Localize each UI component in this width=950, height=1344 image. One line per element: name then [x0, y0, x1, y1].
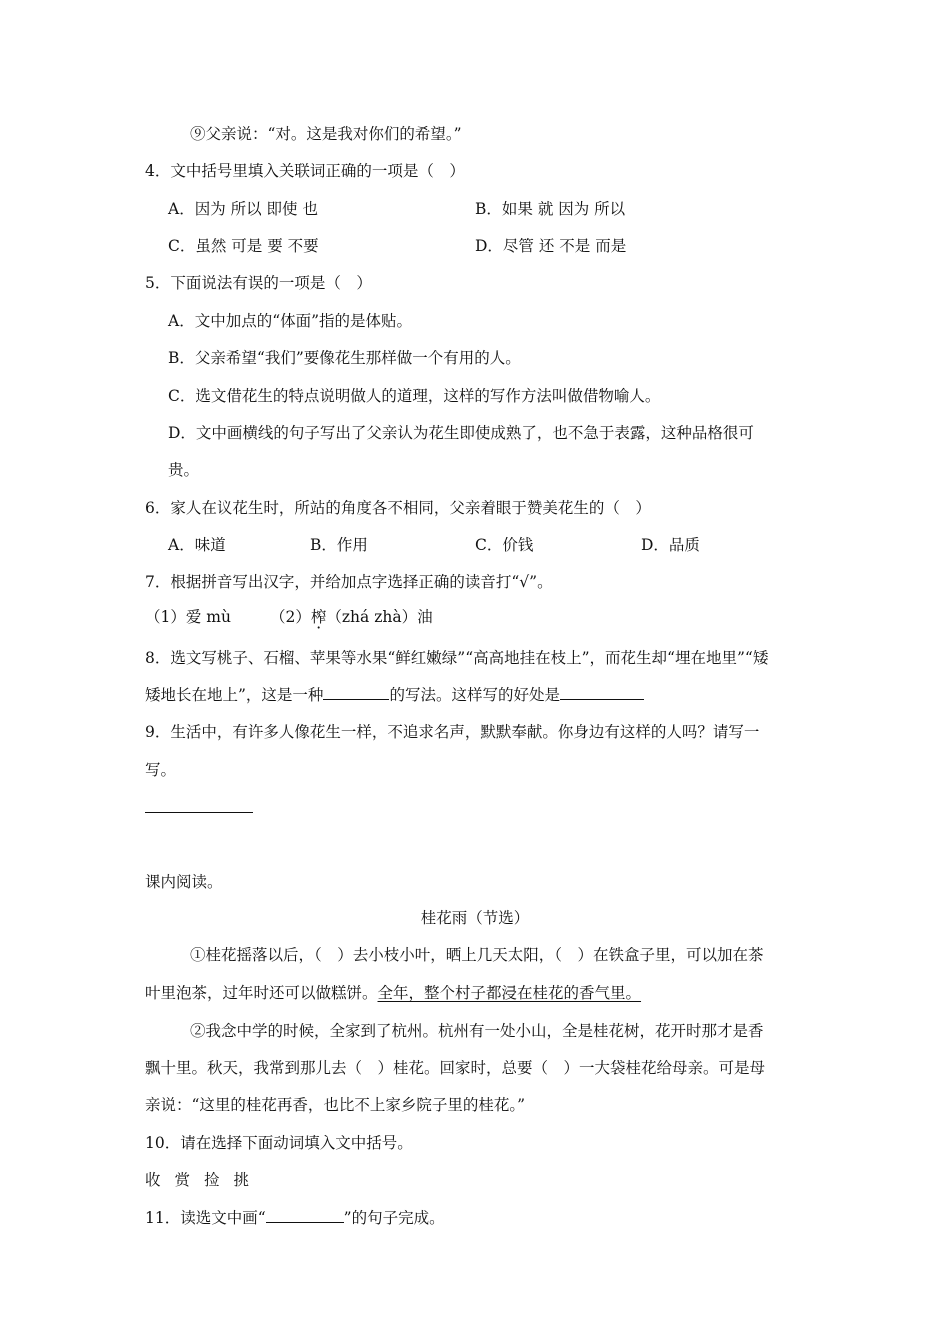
question-11-stem: [145, 1208, 445, 1228]
q5-option-a[interactable]: A．文中加点的“体面”指的是体贴。: [168, 312, 413, 330]
word-1[interactable]: 收: [145, 1171, 161, 1189]
paragraph-1-line-1: ①桂花摇落以后，（ ）去小枝小叶，晒上几天太阳，（ ）在铁盒子里，可以加在茶: [190, 946, 764, 964]
q8-text-a: 矮地长在地上”，这是一种: [145, 686, 324, 704]
question-5-stem: 5．下面说法有误的一项是（ ）: [145, 274, 372, 292]
question-8-line-2: [145, 685, 644, 705]
question-4-stem: 4．文中括号里填入关联词正确的一项是（ ）: [145, 162, 465, 180]
q7-item-2-prefix: （2）: [270, 608, 311, 626]
q6-option-c[interactable]: C．价钱: [475, 536, 534, 554]
paragraph-9: ⑨父亲说：“对。这是我对你们的希望。”: [190, 125, 462, 143]
q8-blank-2[interactable]: [560, 685, 644, 700]
q11-blank[interactable]: [266, 1208, 344, 1223]
q4-option-b[interactable]: B．如果 就 因为 所以: [475, 200, 626, 218]
question-10-stem: 10．请在选择下面动词填入文中括号。: [145, 1134, 413, 1152]
q7-item-2: [270, 607, 433, 627]
paragraph-2-line-2: 飘十里。秋天，我常到那儿去（ ）桂花。回家时，总要（ ）一大袋桂花给母亲。可是母: [145, 1059, 766, 1077]
paragraph-2-line-1: ②我念中学的时候，全家到了杭州。杭州有一处小山，全是桂花树，花开时那才是香: [190, 1022, 764, 1040]
q8-text-b: 的写法。这样写的好处是: [389, 686, 560, 704]
q4-option-d[interactable]: D．尽管 还 不是 而是: [475, 237, 627, 255]
word-3[interactable]: 捡: [204, 1171, 220, 1189]
q9-answer-blank[interactable]: [145, 812, 253, 813]
word-2[interactable]: 赏: [174, 1171, 191, 1189]
dotted-char: 榨: [310, 608, 327, 626]
q10-word-list: [145, 1170, 249, 1190]
question-9-line-1: 9．生活中，有许多人像花生一样，不追求名声，默默奉献。你身边有这样的人吗？请写一: [145, 723, 760, 741]
q5-option-d[interactable]: D．文中画横线的句子写出了父亲认为花生即使成熟了，也不急于表露，这种品格很可: [168, 424, 754, 442]
q5-option-c[interactable]: C．选文借花生的特点说明做人的道理，这样的写作方法叫做借物喻人。: [168, 387, 661, 405]
q6-option-b[interactable]: B．作用: [310, 536, 368, 554]
question-9-line-2: 写。: [145, 761, 177, 779]
section-heading: 课内阅读。: [145, 873, 223, 891]
paragraph-2-line-3: 亲说：“这里的桂花再香，也比不上家乡院子里的桂花。”: [145, 1096, 526, 1114]
q4-option-a[interactable]: A．因为 所以 即使 也: [168, 200, 318, 218]
q6-option-d[interactable]: D．品质: [641, 536, 700, 554]
q7-item-1: （1）爱 mù: [145, 608, 231, 626]
q4-option-c[interactable]: C．虽然 可是 要 不要: [168, 237, 319, 255]
q8-blank-1[interactable]: [323, 685, 389, 700]
q5-option-d-cont: 贵。: [168, 461, 200, 479]
question-6-stem: 6．家人在议花生时，所站的角度各不相同，父亲着眼于赞美花生的（ ）: [145, 499, 651, 517]
question-8-line-1: 8．选文写桃子、石榴、苹果等水果“鲜红嫩绿”“高高地挂在枝上”，而花生却“埋在地里”“矮: [145, 649, 769, 667]
q11-text-post: ”的句子完成。: [343, 1209, 445, 1227]
q5-option-b[interactable]: B．父亲希望“我们”要像花生那样做一个有用的人。: [168, 349, 521, 367]
question-7-stem: 7．根据拼音写出汉字，并给加点字选择正确的读音打“√”。: [145, 573, 553, 591]
para1-text: 叶里泡茶，过年时还可以做糕饼。: [145, 984, 378, 1002]
q7-item-2-pinyin[interactable]: （zhá zhà）油: [326, 608, 433, 626]
word-4[interactable]: 挑: [233, 1171, 250, 1189]
underlined-sentence: 全年，整个村子都浸在桂花的香气里。: [377, 984, 642, 1002]
q6-option-a[interactable]: A．味道: [168, 536, 226, 554]
passage-title: 桂花雨（节选）: [420, 909, 530, 927]
q11-text-pre: 11．读选文中画“: [145, 1209, 266, 1227]
paragraph-1-line-2: [145, 983, 641, 1003]
